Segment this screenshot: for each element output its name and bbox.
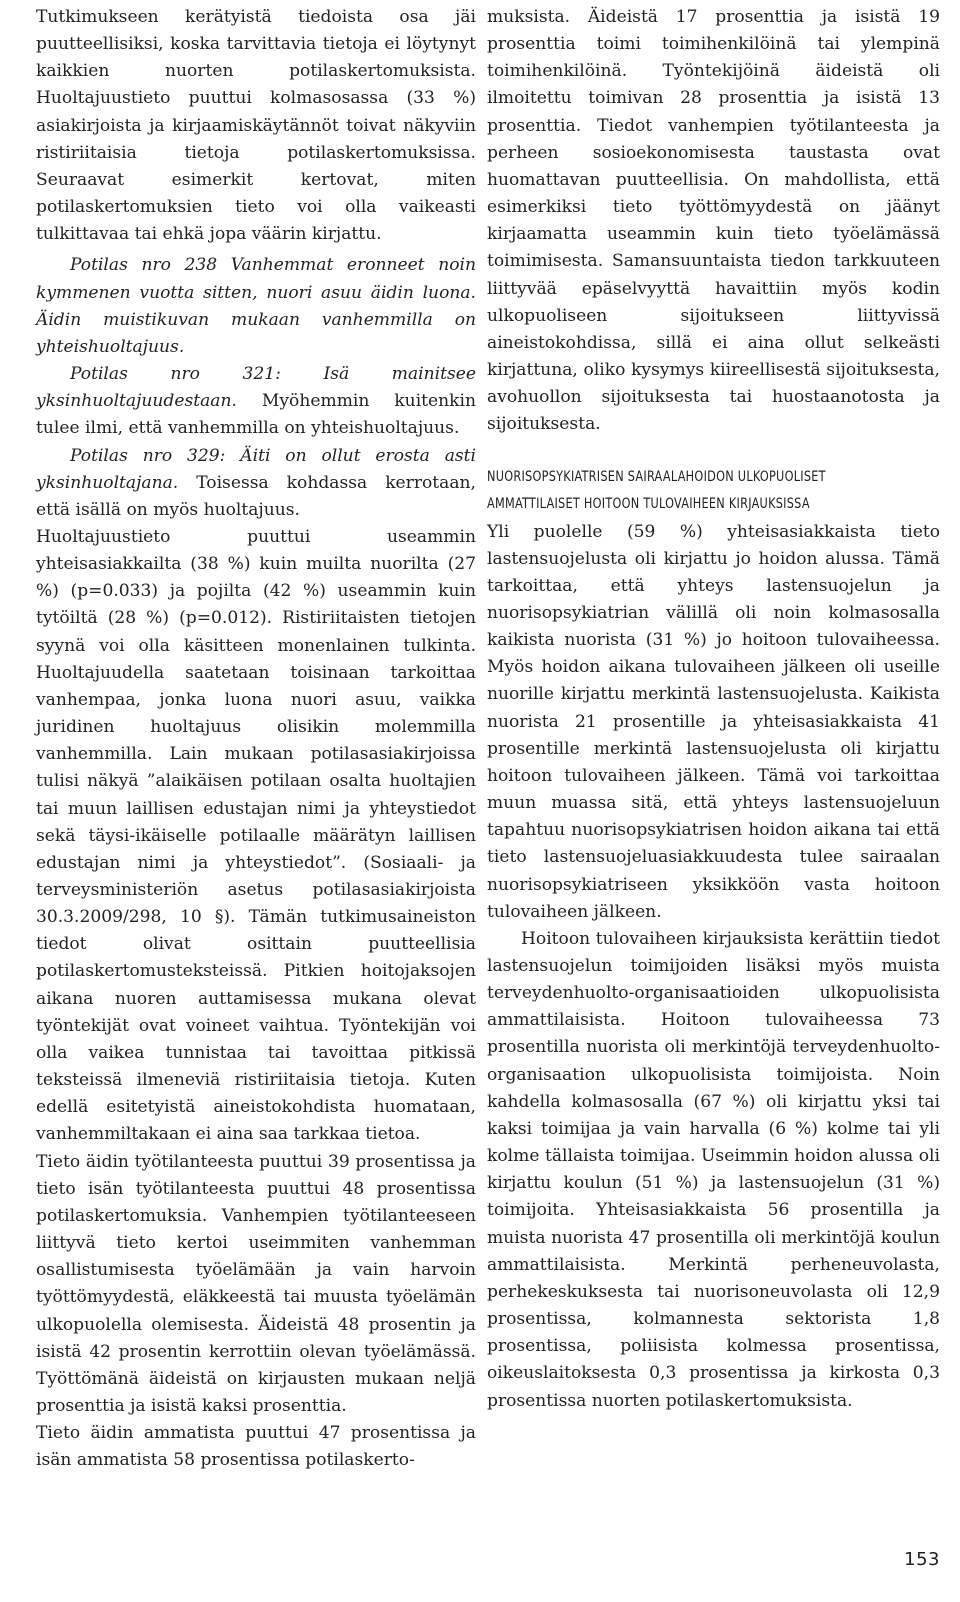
page-number: 153 [904, 1549, 940, 1570]
example-label: Potilas nro 329: Äiti on ollut erosta asti yksinhuoltajana. [36, 445, 476, 493]
paragraph: Yli puolelle (59 %) yhteisasiakkaista tieto lastensuojelusta oli kirjattu jo hoidon alussa. Tämä tarkoittaa, että yhteys lastensuojelun ja nuorisopsykiatrian välillä oli noin kolmasosalla kaikista nuorista (31 %) jo hoitoon tulovaiheessa. Myös hoidon aikana tulovaiheen jälkeen oli useille nuorille kirjattu merkintä lastensuojelusta. Kaikista nuorista 21 prosentille ja yhteisasiakkaista 41 prosentille merkintä lastensuojelusta oli kirjattu hoitoon tulovaiheen jälkeen. Tämä voi tarkoittaa muun muassa sitä, että yhteys lastensuojeluun tapahtuu nuorisopsykiatrisen hoidon aikana tai että tieto lastensuojeluasiakkuudesta tulee sairaalan nuorisopsykiatriseen yksikköön vasta hoitoon tulovaiheen jälkeen. [487, 521, 940, 922]
example-label: Potilas nro 321: Isä mainitsee yksinhuoltajuudestaan. [36, 364, 476, 412]
paragraph: Hoitoon tulovaiheen kirjauksista kerättiin tiedot lastensuojelun toimijoiden lisäksi myös muista terveydenhuolto-organisaatioiden ulkopuolisista ammattilaisista. Hoitoon tulovaiheessa 73 prosentilla nuorista oli merkintöjä terveydenhuolto-organisaation ulkopuolisista toimijoista. Noin kahdella kolmasosalla (67 %) oli kirjattu yksi tai kaksi toimijaa ja vain harvalla (6 %) kolme tai yli kolme tällaista toimijaa. Useimmin hoidon alussa oli kirjattu koulun (51 %) ja lastensuojelun (31 %) toimijoita. Yhteisasiakkaista 56 prosentilla ja muista nuorista 47 prosentilla oli merkintöjä koulun ammattilaisista. Merkintä perheneuvolasta, perhekeskuksesta tai nuorisoneuvolasta oli 12,9 prosentissa, kolmannesta sektorista 1,8 prosentissa, poliisista kolmessa prosentissa, oikeuslaitoksesta 0,3 prosentissa ja kirkosta 0,3 prosentissa nuorten potilaskertomuksista. [487, 928, 940, 1411]
paragraph: Tieto äidin ammatista puuttui 47 prosentissa ja isän ammatista 58 prosentissa potilaskerto- [36, 1423, 476, 1471]
heading-line: AMMATTILAISET HOITOON TULOVAIHEEN KIRJAUKSISSA [487, 494, 810, 512]
example-text: Toisessa kohdassa kerrotaan, että isällä on myös huoltajuus. [36, 472, 476, 520]
example-329 [36, 443, 476, 524]
paragraph: muksista. Äideistä 17 prosenttia ja isistä 19 prosenttia toimi toimihenkilöinä tai ylempinä toimihenkilöinä. Työntekijöinä äideistä oli ilmoitettu toimivan 28 prosenttia ja isistä 13 prosenttia. Tiedot vanhempien työtilanteesta ja perheen sosioekonomisesta taustasta ovat huomattavan puutteellisia. On mahdollista, että esimerkiksi tieto työttömyydestä on jäänyt kirjaamatta useammin kuin tieto työelämässä toimimisesta. Samansuuntaista tiedon tarkkuuteen liittyvää epäselvyyttä havaittiin myös kodin ulkopuoliseen sijoitukseen liittyvissä aineistokohdissa, sillä ei aina ollut selkeästi kirjattuna, oliko kysymys kiireellisestä sijoituksesta, avohuollon sijoituksesta tai huostaanotosta ja sijoituksesta. [487, 7, 940, 435]
example-321 [36, 361, 476, 442]
example-238 [36, 252, 476, 361]
heading-line: NUORISOPSYKIATRISEN SAIRAALAHOIDON ULKOPUOLISET [487, 467, 826, 485]
right-column [487, 4, 940, 1415]
example-text: Myöhemmin kuitenkin tulee ilmi, että vanhemmilla on yhteishuoltajuus. [36, 391, 476, 439]
paragraph: Huoltajuustieto puuttui useammin yhteisasiakkailta (38 %) kuin muilta nuorilta (27 %) (p=0.033) ja pojilta (42 %) useammin kuin tytöiltä (28 %) (p=0.012). Ristiriitaisten tietojen syynä voi olla käsitteen monenlainen tulkinta. Huoltajuudella saatetaan toisinaan tarkoittaa vanhempaa, jonka luona nuori asuu, vaikka juridinen huoltajuus olisikin molemmilla vanhemmilla. Lain mukaan potilasasiakirjoissa tulisi näkyä ”alaikäisen potilaan osalta huoltajien tai muun laillisen edustajan nimi ja yhteystiedot sekä täysi-ikäiselle potilaalle määrätyn laillisen edustajan nimi ja yhteystiedot”. (Sosiaali- ja terveysministeriön asetus potilasasiakirjoista 30.3.2009/298, 10 §). Tämän tutkimusaineiston tiedot olivat osittain puutteellisia potilaskertomusteksteissä. Pitkien hoitojaksojen aikana nuoren auttamisessa mukana olevat työntekijät ovat voineet vaihtua. Työntekijän voi olla vaikea tunnistaa tai tavoittaa pitkissä teksteissä ilmeneviä ristiriitaisia tietoja. Kuten edellä esitetyistä aineistokohdista huomataan, vanhemmiltakaan ei aina saa tarkkaa tietoa. [36, 526, 476, 1145]
left-column [36, 4, 476, 1474]
paragraph: Tieto äidin työtilanteesta puuttui 39 prosentissa ja tieto isän työtilanteesta puuttui 48 prosentissa potilaskertomuksia. Vanhempien työtilanteeseen liittyvä tieto kertoi useimmiten vanhemman osallistumisesta työelämään ja vain harvoin työttömyydestä, eläkkeestä tai muusta työelämän ulkopuolella olemisesta. Äideistä 48 prosentin ja isistä 42 prosentin kerrottiin olevan työelämässä. Työttömänä äideistä on kirjausten mukaan neljä prosenttia ja isistä kaksi prosenttia. [36, 1151, 476, 1416]
paragraph: Tutkimukseen kerätyistä tiedoista osa jäi puutteellisiksi, koska tarvittavia tietoja ei löytynyt kaikkien nuorten potilaskertomuksista. Huoltajuustieto puuttui kolmasosassa (33 %) asiakirjoista ja kirjaamiskäytännöt toivat näkyviin ristiriitaisia tietoja potilaskertomuksissa. Seuraavat esimerkit kertovat, miten potilaskertomuksien tieto voi olla vaikeasti tulkittavaa tai ehkä jopa väärin kirjattu. [36, 7, 476, 245]
section-heading [487, 463, 877, 517]
example-text: Potilas nro 238 Vanhemmat eronneet noin kymmenen vuotta sitten, nuori asuu äidin luona. Äidin muistikuvan mukaan vanhemmilla on yhteishuoltajuus. [36, 255, 476, 357]
